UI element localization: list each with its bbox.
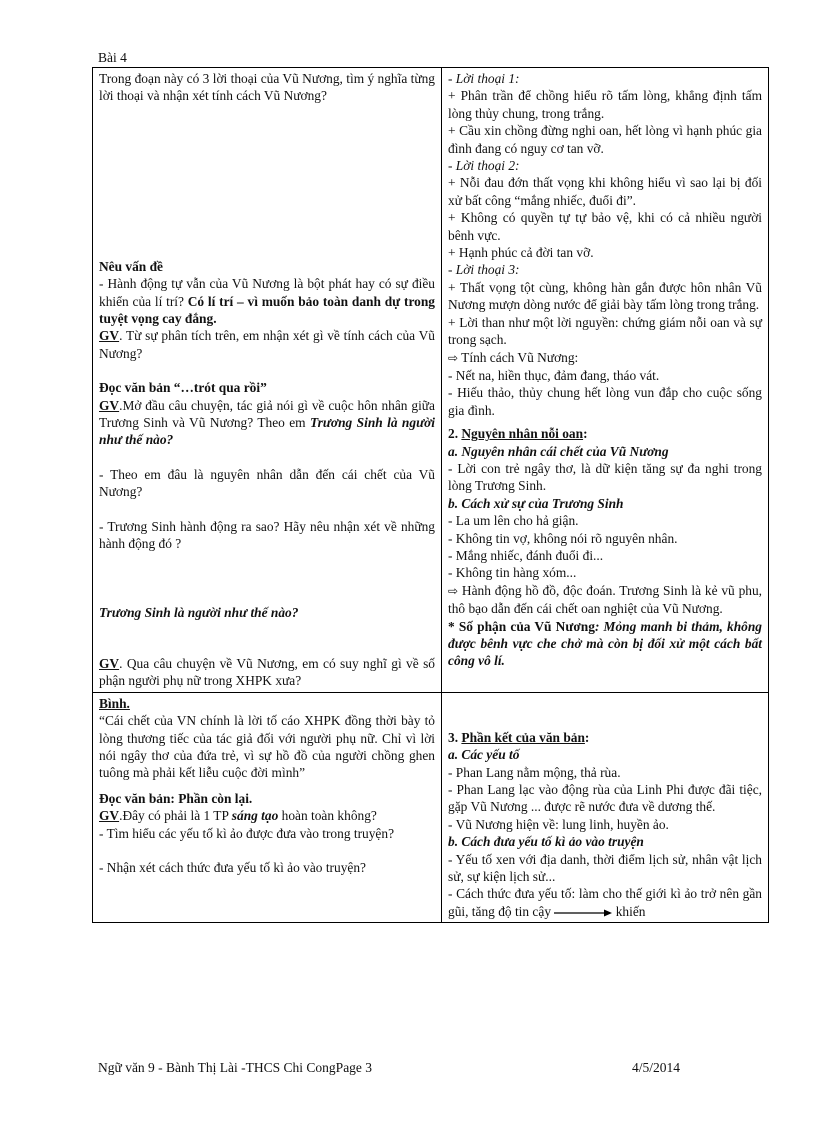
content-text: - Không tin hàng xóm...	[448, 565, 577, 581]
question-text: Trương Sinh là người như thế nào?	[99, 604, 299, 620]
sub-heading: b. Cách đưa yếu tố kì ảo vào truyện	[448, 834, 644, 850]
question-text: - Hành động tự vẫn của Vũ Nương là bột phát hay có sự điều khiển của lí trí? Có lí trí – vì muốn bảo toàn danh dự trong tuyệt vọng cay đắng.	[99, 276, 435, 327]
content-text: - Nết na, hiền thục, đảm đang, tháo vát.	[448, 367, 660, 383]
content-text: - Phan Lang lạc vào động rùa của Linh Phi được đãi tiệc, gặp Vũ Nương ... được rẽ nước đưa về dương thế.	[448, 781, 762, 815]
section-heading: Đọc văn bản: Phần còn lại.	[99, 790, 253, 806]
content-text: * Số phận của Vũ Nương: Mỏng manh bi thảm, không được bênh vực che chở mà còn bị đối xử một cách bất công vô lí.	[448, 618, 762, 669]
footer-text: Ngữ văn 9 - Bành Thị Lài -THCS Chi CongPage 3	[98, 1060, 373, 1075]
content-text: - Yếu tố xen với địa danh, thời điểm lịch sử, nhân vật lịch sử, sự kiện lịch sử...	[448, 851, 762, 884]
content-text: + Lời than như một lời nguyền: chứng giám nỗi oan và sự trong sạch.	[448, 314, 762, 348]
question-text: Trong đoạn này có 3 lời thoại của Vũ Nương, tìm ý nghĩa từng lời thoại và nhận xét tính cách Vũ Nương?	[99, 71, 435, 104]
content-text: - La um lên cho hả giận.	[448, 513, 579, 529]
content-text: + Phân trần để chồng hiểu rõ tấm lòng, khẳng định tấm lòng thủy chung, trong trắng.	[448, 88, 762, 121]
arrow-right-icon: ⇨	[448, 350, 459, 365]
arrow-right-icon: ⇨	[448, 583, 459, 598]
question-text: - Tìm hiểu các yếu tố kì ảo được đưa vào trong truyện?	[99, 825, 395, 841]
content-text: - Mắng nhiếc, đánh đuổi đi...	[448, 547, 604, 563]
sub-heading: b. Cách xử sự của Trương Sinh	[448, 495, 624, 511]
content-text: + Thất vọng tột cùng, không hàn gắn được hôn nhân Vũ Nương mượn dòng nước để giải bày tấm lòng trong trắng.	[448, 279, 762, 313]
content-text: - Cách thức đưa yếu tố: làm cho thế giới kì ảo trở nên gần gũi, tăng độ tin cậy khiến	[448, 886, 762, 919]
content-text: ⇨ Hành động hồ đồ, độc đoán. Trương Sinh là kẻ vũ phu, thô bạo dẫn đến cái chết oan nghiệt của Vũ Nương.	[448, 582, 762, 617]
content-text: + Cầu xin chồng đừng nghi oan, hết lòng vì hạnh phúc gia đình đang có nguy cơ tan vỡ.	[448, 123, 762, 156]
sub-heading: a. Các yếu tố	[448, 747, 520, 763]
question-text: GV. Qua câu chuyện về Vũ Nương, em có suy nghĩ gì về số phận người phụ nữ trong XHPK xưa?	[99, 655, 435, 689]
content-text: - Lời con trẻ ngây thơ, là dữ kiện tăng sự đa nghi trong lòng Trương Sinh.	[448, 460, 762, 494]
section-heading: Bình.	[99, 695, 130, 711]
question-text: GV. Từ sự phân tích trên, em nhận xét gì về tính cách của Vũ Nương?	[99, 328, 435, 361]
question-text: GV.Đây có phải là 1 TP sáng tạo hoàn toàn không?	[99, 808, 377, 824]
section-heading: Nêu vấn đề	[99, 258, 163, 274]
question-text: - Trương Sinh hành động ra sao? Hãy nêu nhận xét về những hành động đó ?	[99, 518, 435, 552]
section-heading: Đọc văn bản “…trót qua rồi”	[99, 380, 267, 396]
content-text: - Không tin vợ, không nói rõ nguyên nhân.	[448, 530, 678, 546]
dialogue-heading: - Lời thoại 3:	[448, 262, 520, 278]
table-row	[93, 68, 769, 693]
question-text: GV.Mở đầu câu chuyện, tác giả nói gì về cuộc hôn nhân giữa Trương Sinh và Vũ Nương? Theo em Trương Sinh là người như thế nào?	[99, 397, 435, 448]
content-cell	[442, 68, 769, 693]
content-text: + Hạnh phúc cả đời tan vỡ.	[448, 245, 594, 261]
footer-date: 4/5/2014	[632, 1060, 681, 1075]
content-text: ⇨ Tính cách Vũ Nương:	[448, 349, 762, 367]
table-row	[93, 692, 769, 922]
dialogue-heading: - Lời thoại 1:	[448, 71, 520, 86]
lesson-table	[92, 67, 769, 923]
question-text: - Nhận xét cách thức đưa yếu tố kì ảo vào truyện?	[99, 859, 366, 875]
content-text: - Vũ Nương hiện về: lung linh, huyền ảo.	[448, 816, 669, 832]
sub-heading: a. Nguyên nhân cái chết của Vũ Nương	[448, 443, 669, 459]
content-text: - Hiếu thảo, thủy chung hết lòng vun đắp cho cuộc sống gia đình.	[448, 385, 762, 418]
long-arrow-right-icon	[554, 909, 612, 917]
section-heading: 2. Nguyên nhân nỗi oan:	[448, 426, 588, 442]
dialogue-heading: - Lời thoại 2:	[448, 158, 520, 174]
content-text: + Không có quyền tự tự bảo vệ, khi có cả nhiều người bênh vực.	[448, 210, 762, 243]
teacher-activity-cell	[93, 68, 442, 693]
content-cell	[442, 692, 769, 922]
question-text: - Theo em đâu là nguyên nhân dẫn đến cái chết của Vũ Nương?	[99, 466, 435, 500]
section-heading: 3. Phần kết của văn bản:	[448, 729, 590, 745]
teacher-activity-cell	[93, 692, 442, 922]
content-text: - Phan Lang nằm mộng, thả rùa.	[448, 764, 621, 780]
content-text: + Nỗi đau đớn thất vọng khi không hiểu vì sao lại bị đối xử bất công “mắng nhiếc, đuổi đi”.	[448, 175, 762, 208]
page-header: Bài 4	[98, 50, 127, 65]
quote-text: “Cái chết của VN chính là lời tố cáo XHPK đồng thời bày tỏ lòng thương tiếc của tác giả đối với người phụ nữ. Chỉ vì lời nói ngây thơ của đứa trẻ, vì sự hồ đồ của người chồng ghen tuông mà phải kết liễu cuộc đời mình”	[99, 713, 435, 781]
